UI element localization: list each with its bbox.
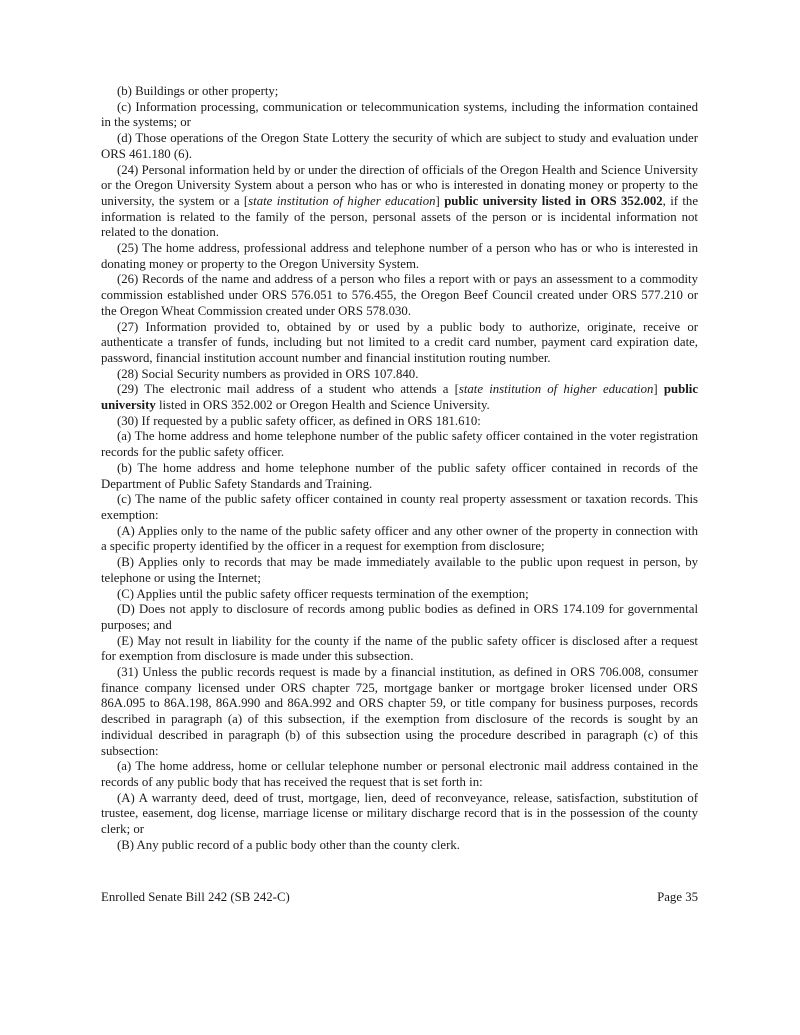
text-run: (26) Records of the name and address of a person who files a report with or pays an assessment to a commodity commission established under ORS 576.051 to 576.455, the Oregon Beef Council created under ORS 577.210 or the Oregon Wheat Commission created under ORS 578.030. [101,272,698,318]
paragraph [101,555,698,586]
deleted-text-run: state institution of higher education [248,193,436,208]
text-run: ] [435,193,445,208]
text-run: (A) Applies only to the name of the public safety officer and any other owner of the property in connection with a specific property identified by the officer in a request for exemption from disclosure; [101,523,698,554]
text-run: (d) Those operations of the Oregon State Lottery the security of which are subject to study and evaluation under ORS 461.180 (6). [101,131,698,161]
paragraph [101,429,698,460]
text-run: (c) The name of the public safety officer contained in county real property assessment or taxation records. This exemption: [101,492,698,522]
text-run: (a) The home address and home telephone number of the public safety officer contained in the voter registration records for the public safety officer. [101,429,698,460]
text-run: (27) Information provided to, obtained by or used by a public body to authorize, originate, receive or authenticate a transfer of funds, including but not limited to a credit card number, payment card expiration date, password, financial institution account number and financial institution routing number. [101,319,698,365]
paragraph [101,587,698,603]
paragraph [101,241,698,272]
text-run: (b) The home address and home telephone number of the public safety officer contained in records of the Department of Public Safety Standards and Training. [101,460,698,491]
text-run: (24) Personal information held by or under the direction of officials of the Oregon Health and Science University or the Oregon University System about a person who has or who is interested in donating money or property to the university, the system or a [ [101,162,698,208]
footer-page-number: Page 35 [657,890,698,904]
paragraph [101,791,698,838]
deleted-text-run: state institution of higher education [458,382,654,397]
text-run: (29) The electronic mail address of a student who attends a [ [117,382,459,397]
paragraph [101,524,698,555]
paragraph [101,163,698,242]
paragraph [101,320,698,367]
text-run: (c) Information processing, communication or telecommunication systems, including the information contained in the systems; or [101,99,698,130]
paragraph [101,414,698,430]
inserted-text-run: public university listed in ORS 352.002 [444,193,663,208]
text-run: (B) Any public record of a public body other than the county clerk. [117,837,460,852]
paragraph [101,84,698,100]
text-run: listed in ORS 352.002 or Oregon Health and Science University. [155,398,490,413]
paragraph [101,367,698,383]
text-run: (a) The home address, home or cellular telephone number or personal electronic mail address contained in the records of any public body that has received the request that is set forth in: [101,759,698,789]
text-run: (E) May not result in liability for the county if the name of the public safety officer is disclosed after a request for exemption from disclosure is made under this subsection. [101,633,698,664]
paragraph [101,634,698,665]
text-run: (28) Social Security numbers as provided in ORS 107.840. [117,366,419,381]
paragraph [101,100,698,131]
text-run: (B) Applies only to records that may be made immediately available to the public upon request in person, by telephone or using the Internet; [101,555,698,585]
paragraph [101,461,698,492]
text-run: , if the information is related to the family of the person, personal assets of the person or is incidental information not related to the donation. [101,193,699,240]
text-run: (25) The home address, professional address and telephone number of a person who has or who is interested in donating money or property to the Oregon University System. [101,241,698,271]
bill-text [101,84,698,853]
inserted-text-run: public university [101,382,699,413]
text-run: (C) Applies until the public safety officer requests termination of the exemption; [117,586,529,601]
paragraph [101,382,698,413]
paragraph [101,759,698,790]
paragraph [101,131,698,162]
text-run: (30) If requested by a public safety officer, as defined in ORS 181.610: [117,413,481,428]
paragraph [101,602,698,633]
paragraph [101,665,698,759]
page-footer [101,890,698,906]
text-run: (D) Does not apply to disclosure of records among public bodies as defined in ORS 174.109 for governmental purposes; and [101,602,698,632]
text-run: (b) Buildings or other property; [117,84,279,98]
paragraph [101,838,698,854]
footer-bill-title: Enrolled Senate Bill 242 (SB 242-C) [101,890,290,904]
text-run: ] [653,382,664,397]
text-run: (A) A warranty deed, deed of trust, mortgage, lien, deed of reconveyance, release, satisfaction, substitution of trustee, easement, dog license, marriage license or military discharge record that is in the possession of the county clerk; or [101,790,698,837]
paragraph [101,272,698,319]
paragraph [101,492,698,523]
text-run: (31) Unless the public records request is made by a financial institution, as defined in ORS 706.008, consumer finance company licensed under ORS chapter 725, mortgage banker or mortgage broker licensed under ORS 86A.095 to 86A.198, 86A.990 and 86A.992 and ORS chapter 59, or title company for business purposes, records described in paragraph (a) of this subsection, if the exemption from disclosure of the records is sought by an individual described in paragraph (b) of this subsection using the procedure described in paragraph (c) of this subsection: [101,665,698,758]
